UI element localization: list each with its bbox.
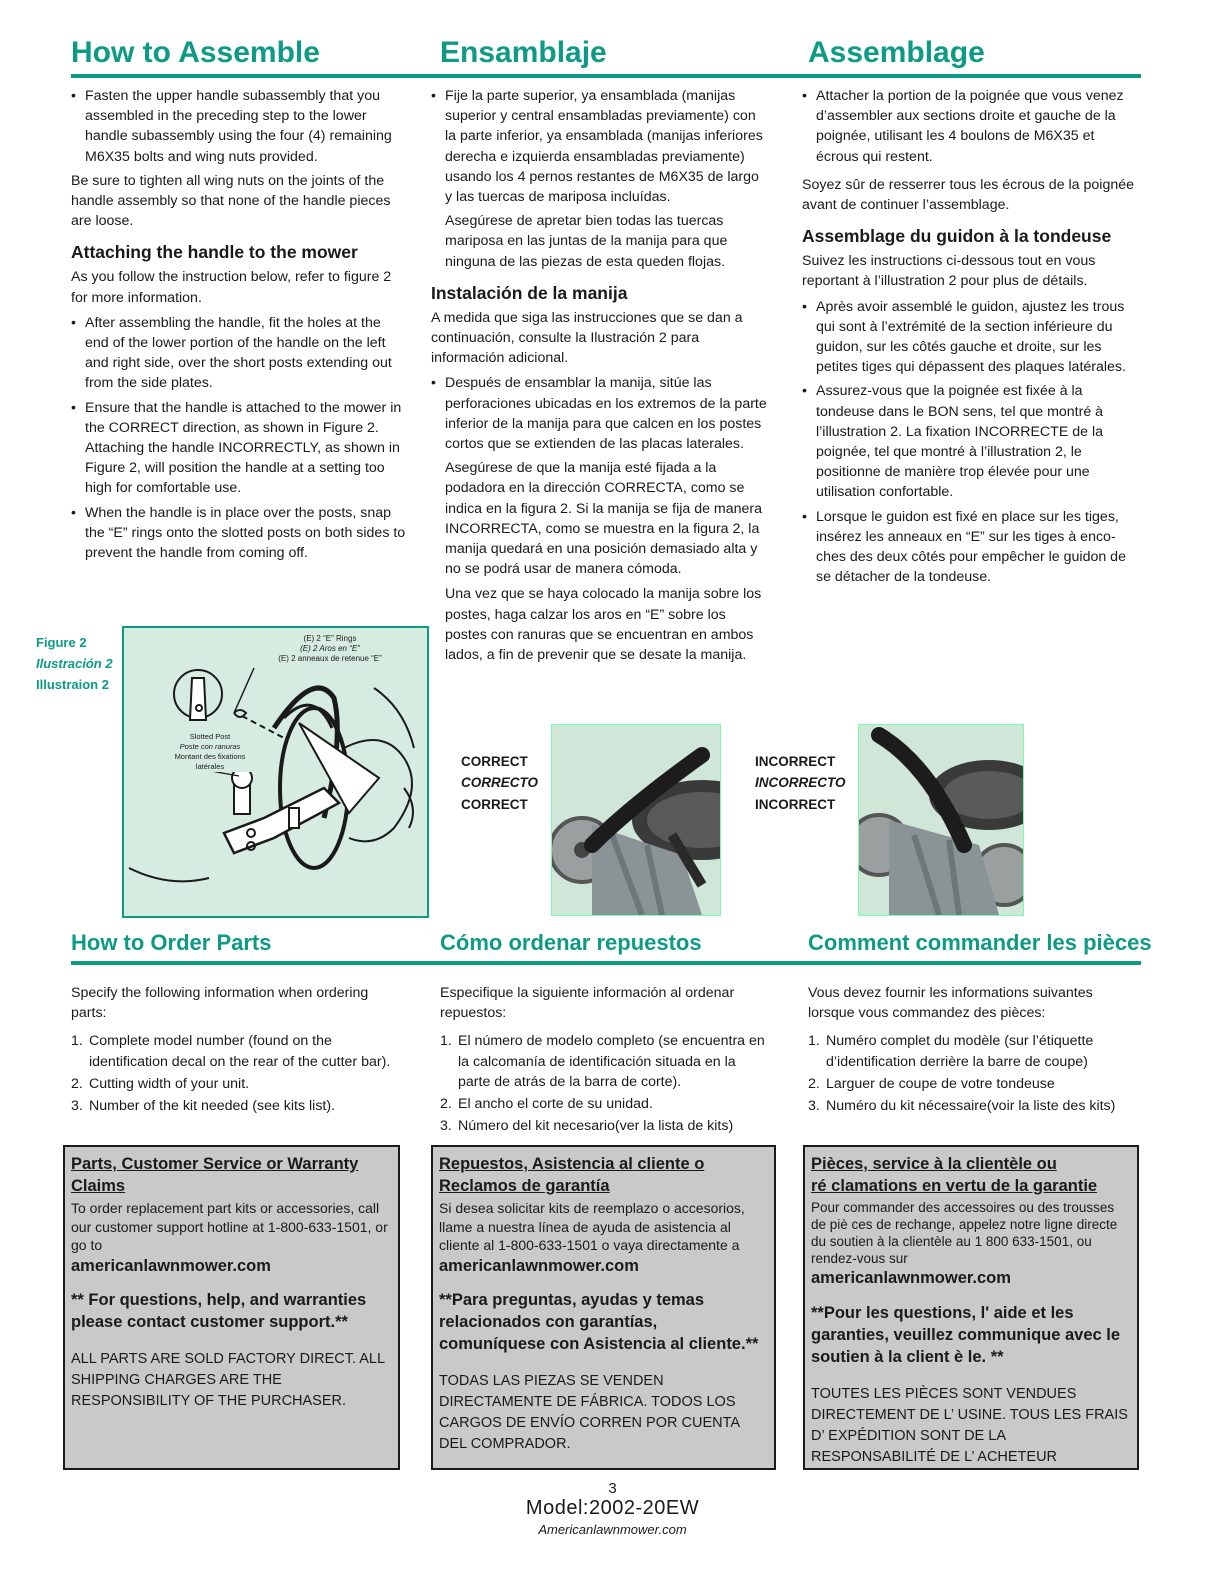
customer-service-box-es [431, 1145, 776, 1470]
order-intro-es: Especifique la siguiente información al ordenar repuestos: [440, 985, 735, 1022]
figure-label-fr: Illustraion 2 [36, 677, 109, 692]
en-step-fit-holes: • After assembling the handle, fit the holes at the end of the lower portion of the handle on the left and right side, over the short posts extending out from the side plates. [71, 313, 407, 394]
figure-2-illustration [122, 626, 429, 918]
en-step-e-rings: • When the handle is in place over the posts, snap the “E” rings onto the slotted posts on both sides to prevent the handle from coming off. [71, 503, 407, 564]
correct-label-es: CORRECTO [461, 775, 539, 790]
es-refer-figure: A medida que siga las instrucciones que se dan a continuación, consulte la Ilustración 2 para información adicional. [431, 309, 743, 367]
heading-how-to-order-parts: How to Order Parts [71, 930, 272, 955]
callout-slotted-post-es: Poste con ranuras [179, 742, 241, 751]
es-direction-note: Asegúrese de que la manija esté fijada a la podadora en la dirección CORRECTA, como se indica en la figura 2. Si la manija se fija de manera INCORRECTA, como se muestra en la figura 2, la manija quedará en una posición demasiado alta y no se podrá usar de manera cómoda. [445, 460, 763, 578]
callout-slotted-post-fr: Montant des fixations [174, 752, 246, 761]
box-question-en: ** For questions, help, and warranties please contact customer support.** [71, 1291, 367, 1331]
box-notice-fr: TOUTES LES PIÈCES SONT VENDUES DIRECTEMENT DE L’ USINE. TOUS LES FRAIS D’ EXPÉDITION SONT DE LA RESPONSABILITÉ DE L’ ACHETEUR [811, 1385, 1128, 1465]
en-tighten-note: Be sure to tighten all wing nuts on the joints of the handle assembly so that none of the handle pieces are loose. [71, 172, 391, 230]
website-link-fr[interactable]: americanlawnmower.com [811, 1269, 1011, 1287]
box-body-fr: Pour commander des accessoires ou des trousses de piè ces de rechange, appelez notre ligne directe du soutien à la clientèle au 1 800 633-1501, ou rendez-vous sur [811, 1200, 1118, 1266]
callout-slotted-post-fr-2: latérales [195, 762, 225, 771]
box-notice-en: ALL PARTS ARE SOLD FACTORY DIRECT. ALL SHIPPING CHARGES ARE THE RESPONSIBILITY OF THE PURCHASER. [71, 1351, 385, 1409]
order-item-fr: 2. Larguer de coupe de votre tondeuse [808, 1075, 1055, 1092]
en-step-direction: • Ensure that the handle is attached to the mower in the CORRECT direction, as shown in Figure 2. Attaching the handle INCORRECTLY, as shown in Figure 2, will position the handle at a setting too high for comfortable use. [71, 398, 407, 499]
figure-label-en: Figure 2 [36, 635, 87, 650]
callout-e-rings-en: (E) 2 “E” Rings [303, 634, 357, 643]
es-step-fasten: • Fije la parte superior, ya ensamblada (manijas superior y central ensambladas previamente) con la parte inferior, ya ensamblada (manijas inferiores derecha e izquierda ensambladas previamente) usando los 4 pernos restantes de M6X35 de largo y las tuercas de mariposa incluídas. [431, 86, 769, 207]
order-parts-fr [808, 983, 1138, 1118]
order-parts-es [440, 983, 770, 1138]
en-step-fasten: • Fasten the upper handle subassembly that you assembled in the preceding step to the lower handle subassembly using the four (4) remaining M6X35 bolts and wing nuts provided. [71, 86, 407, 167]
box-body-en: To order replacement part kits or accessories, call our customer support hotline at 1-800-633-1501, or go to [71, 1200, 388, 1253]
box-notice-es: TODAS LAS PIEZAS SE VENDEN DIRECTAMENTE DE FÁBRICA. TODOS LOS CARGOS DE ENVÍO CORREN POR CUENTA DEL COMPRADOR. [439, 1373, 740, 1452]
fr-step-e-rings: • Lorsque le guidon est fixé en place sur les tiges, insérez les anneaux en “E” sur les tiges à enco-ches des deux côtés pour empêcher le guidon de se détacher de la tondeuse. [802, 507, 1140, 588]
french-assembly-column [802, 86, 1140, 591]
es-step-fit-holes: • Después de ensamblar la manija, sitúe las perforaciones ubicadas en los extremos de la parte inferior de la manija para que calcen en los postes cortos que se extienden de las placas laterales. [431, 373, 769, 454]
order-item-en: 2. Cutting width of your unit. [71, 1075, 250, 1092]
order-item-es: 1. El número de modelo completo (se encuentra en la calcomanía de identificación situada en la parte de atrás de la barra de corte). [440, 1033, 765, 1090]
callout-slotted-post-en: Slotted Post [189, 732, 231, 741]
fr-refer-figure: Suivez les instructions ci-dessous tout en vous reportant à l’illustration 2 pour plus de détails. [802, 253, 1096, 290]
top-rule [71, 74, 1141, 78]
correct-label-fr: CORRECT [461, 797, 528, 812]
order-rule [71, 961, 1141, 965]
model-number: Model:2002-20EW [525, 1497, 700, 1519]
customer-service-box-en [63, 1145, 400, 1470]
box-title-en: Parts, Customer Service or Warranty [71, 1155, 359, 1173]
correct-handle-photo [551, 724, 721, 916]
order-item-es: 2. El ancho el corte de su unidad. [440, 1096, 653, 1113]
page-number: 3 [608, 1480, 617, 1497]
callout-e-rings-fr: (E) 2 anneaux de retenue “E” [278, 654, 382, 663]
fr-step-direction: • Assurez-vous que la poignée est fixée à la tondeuse dans le BON sens, tel que montré à l’illustration 2. La fixation INCORRECTE de la poignée, tel que montré à l’illustration 2, le positionne de manière trop élevée pour une utilisation confortable. [802, 381, 1140, 502]
order-item-fr: 3. Numéro du kit nécessaire(voir la liste des kits) [808, 1098, 1116, 1115]
customer-service-box-fr [803, 1145, 1139, 1470]
fr-subheading-attach: Assemblage du guidon à la tondeuse [802, 226, 1112, 247]
box-title-fr: Pièces, service à la clientèle ou [811, 1155, 1057, 1173]
heading-how-to-assemble: How to Assemble [71, 36, 320, 69]
box-question-es: **Para preguntas, ayudas y temas relacionados con garantías, comuníquese con Asistencia al cliente.** [439, 1291, 759, 1353]
fr-step-fit-holes: • Après avoir assemblé le guidon, ajustez les trous qui sont à l’extrémité de la section inférieure du guidon, sur les côtés gauche et droite, sur les petites tiges qui dépassent des plaques latérales. [802, 297, 1140, 378]
correct-label-en: CORRECT [461, 754, 528, 769]
box-title-es-2: Reclamos de garantía [439, 1177, 610, 1195]
callout-e-rings-es: (E) 2 Aros en “E” [300, 644, 360, 653]
incorrect-handle-photo [858, 724, 1024, 916]
incorrect-label-fr: INCORRECT [755, 797, 836, 812]
english-assembly-column [71, 86, 407, 567]
box-title-en-2: Claims [71, 1177, 126, 1195]
incorrect-label-es: INCORRECTO [755, 775, 846, 790]
order-intro-fr: Vous devez fournir les informations suivantes lorsque vous commandez des pièces: [808, 985, 1093, 1022]
website-link-es[interactable]: americanlawnmower.com [439, 1256, 639, 1275]
box-question-fr: **Pour les questions, l' aide et les garanties, veuillez communique avec le soutien à la client è le. ** [811, 1303, 1121, 1366]
heading-comment-commander: Comment commander les pièces [808, 930, 1152, 955]
handle-attachment-drawing [124, 628, 427, 916]
es-tighten-note: Asegúrese de apretar bien todas las tuercas mariposa en las juntas de la manija para que ninguna de las piezas de esta queden flojas. [445, 213, 728, 270]
footer-website: Americanlawnmower.com [538, 1522, 687, 1537]
order-intro-en: Specify the following information when ordering parts: [71, 985, 369, 1022]
order-item-en: 1. Complete model number (found on the identification decal on the rear of the cutter bar). [71, 1033, 391, 1070]
en-subheading-attach: Attaching the handle to the mower [71, 242, 358, 263]
fr-step-fasten: • Attacher la portion de la poignée que vous venez d’assembler aux sections droite et gauche de la poignée, utilisant les 4 boulons de M6X35 et écrous qui restent. [802, 86, 1140, 167]
order-item-es: 3. Número del kit necesario(ver la lista de kits) [440, 1118, 734, 1135]
es-subheading-attach: Instalación de la manija [431, 282, 628, 303]
heading-como-ordenar: Cómo ordenar repuestos [440, 930, 702, 955]
box-title-fr-2: ré clamations en vertu de la garantie [811, 1177, 1098, 1195]
heading-ensamblaje: Ensamblaje [440, 36, 607, 69]
order-item-en: 3. Number of the kit needed (see kits list). [71, 1098, 336, 1115]
order-parts-en [71, 983, 391, 1118]
spanish-assembly-column [431, 86, 769, 670]
box-title-es: Repuestos, Asistencia al cliente o [439, 1155, 705, 1173]
incorrect-label-en: INCORRECT [755, 754, 836, 769]
heading-assemblage: Assemblage [808, 36, 985, 69]
figure-label-es: Ilustración 2 [36, 656, 113, 671]
website-link-en[interactable]: americanlawnmower.com [71, 1256, 271, 1275]
e-ring-shape [234, 710, 246, 717]
en-refer-figure: As you follow the instruction below, refer to figure 2 for more information. [71, 269, 392, 306]
order-item-fr: 1. Numéro complet du modèle (sur l’étiquette d’identification derrière la barre de coupe) [808, 1033, 1094, 1070]
box-body-es: Si desea solicitar kits de reemplazo o accesorios, llame a nuestra línea de ayuda de asistencia al cliente al 1-800-633-1501 o vaya directamente a [439, 1200, 745, 1253]
es-e-rings-note: Una vez que se haya colocado la manija sobre los postes, haga calzar los aros en “E” sobre los postes con ranuras que se encuentran en ambos lados, a fin de prevenir que se desate la manija. [445, 586, 762, 664]
fr-tighten-note: Soyez sûr de resserrer tous les écrous de la poignée avant de continuer l’assemblage. [802, 176, 1135, 214]
